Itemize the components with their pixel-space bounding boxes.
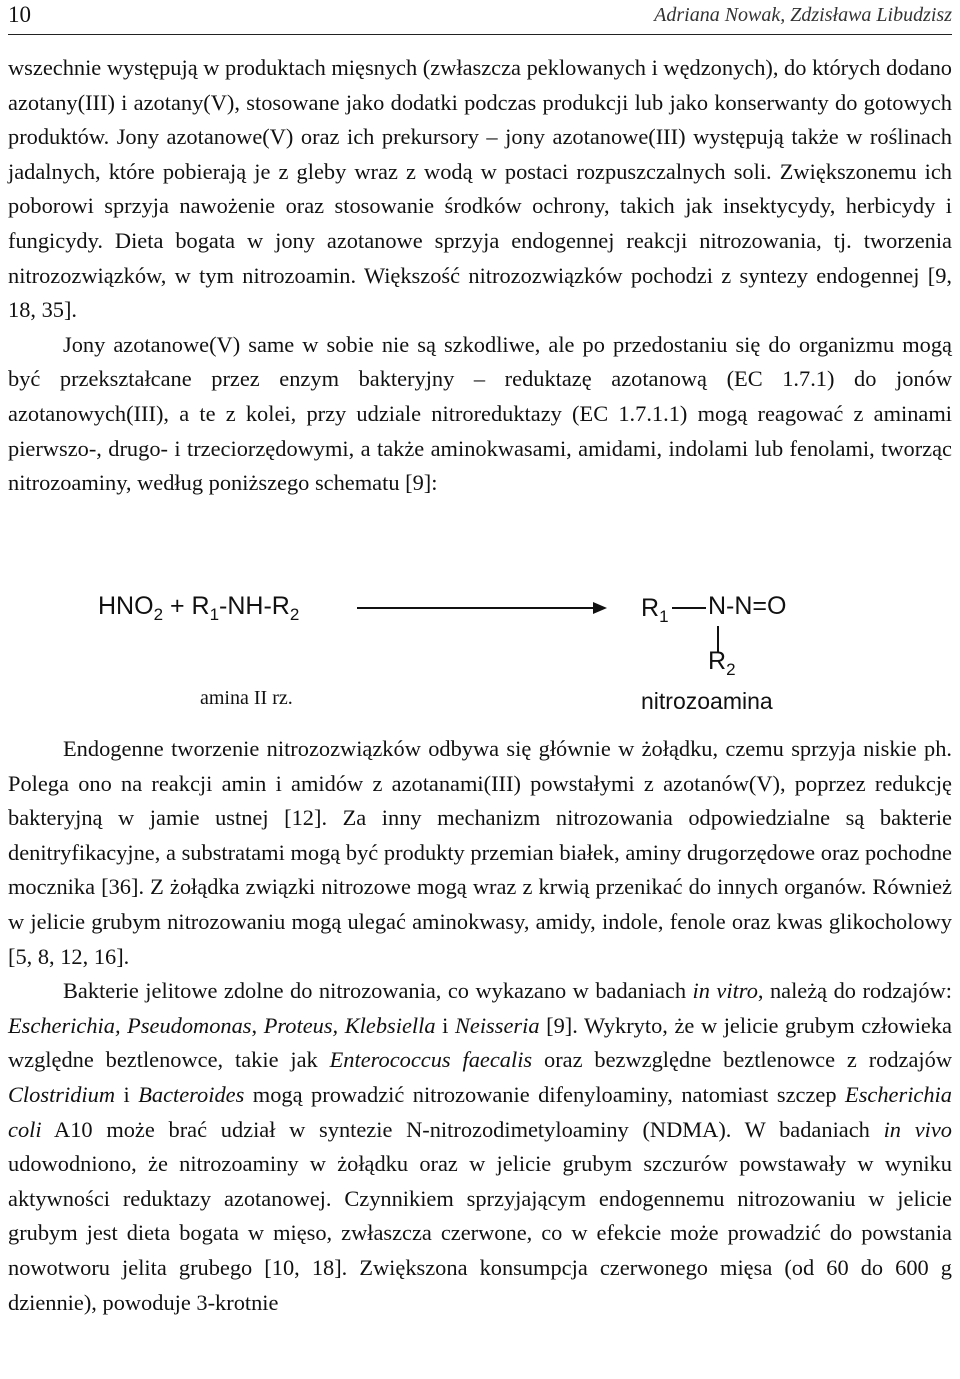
r2-subscript: 2 (289, 605, 300, 624)
product-r1 (641, 594, 669, 627)
page-header (8, 0, 952, 35)
paragraph-2: Jony azotanowe(V) same w sobie nie są szkodliwe, ale po przedostaniu się do organizmu mogą być przekształcane przez enzym bakteryjny – reduktazę azotanową (EC 1.7.1) do jonów azotanowych(III), a te z kolei, przy udziale nitroreduktazy (EC 1.7.1.1) mogą reagować z aminami pierwszo-, drugo- i trzeciorzędowymi, a także aminokwasami, amidami, indolami lub fenolami, tworząc nitrozoaminy, według poniższego schematu [9]: (8, 331, 952, 496)
product-r2-text: R (708, 647, 727, 675)
page-number: 10 (8, 2, 31, 27)
reaction-arrow-icon (355, 600, 610, 616)
text-run: A10 może brać udział w syntezie N-nitrozodimetyloaminy (NDMA). W badaniach (41, 1116, 884, 1142)
text-run: Bakterie jelitowe zdolne do nitrozowania, co wykazano w badaniach (63, 978, 693, 1004)
italic-term: Escherichia coli (8, 1081, 952, 1142)
italic-term: Escherichia, Pseudomonas (8, 1012, 252, 1038)
plus-r-text: + R (163, 592, 210, 620)
text-run: udowodniono, że nitrozoaminy w żołądku oraz w jelicie grubym szczurów powstawały w wyniku aktywności reduktazy azotanowej. Czynnikiem sprzyjającym endogennemu nitrozowaniu w jelicie grubym jest dieta bogata w mięso, zwłaszcza czerwone, co w efekcie może prowadzić do powstania nowotworu jelita grubego [10, 18]. Zwiększona konsumpcja czerwonego mięsa (od 60 do 600 g dziennie), powoduje 3-krotnie (8, 1151, 952, 1315)
product-r-subscript: 1 (659, 607, 669, 626)
italic-term: in vivo (883, 1116, 952, 1142)
running-head-authors: Adriana Nowak, Zdzisława Libudzisz (654, 4, 952, 26)
text-run: [9]. Wykryto, że w jelicie grubym człowieka względne beztlenowce, takie jak (8, 1012, 952, 1073)
text-run: i (115, 1081, 139, 1107)
paragraph-3: Endogenne tworzenie nitrozozwiązków odbywa się głównie w żołądku, czemu sprzyja niskie ph. Polega ono na reakcji amin i amidów z azotanami(III) powstałymi z azotanów(V), poprzez redukcję bakteryjną w jamie ustnej [12]. Za inny mechanizm nitrozowania odpowiedzialne są bakterie denitryfikacyjne, a substratami mogą być produkty przemian białek, aminy drugorzędowe oraz pochodne mocznika [36]. Z żołądka związki nitrozowe mogą wraz z krwią przenikać do innych organów. Również w jelicie grubym nitrozowaniu mogą ulegać aminokwasy, amidy, indole, fenole oraz kwas glikocholowy [5, 8, 12, 16]. (8, 736, 952, 969)
text-run: i (435, 1012, 455, 1038)
text-block-bottom (8, 732, 952, 1320)
italic-term: Bacteroides (138, 1081, 245, 1107)
paragraph-1: wszechnie występują w produktach mięsnych (zwłaszcza peklowanych i wędzonych), do których dodano azotany(III) i azotany(V), stosowane jako dodatki podczas produkcji lub jako konserwanty do gotowych produktów. Jony azotanowe(V) oraz ich prekursory – jony azotanowe(III) występują także w roślinach jadalnych, które pobierają je z gleby wraz z wodą w postaci rozpuszczalnych soli. Zwiększonemu ich poborowi sprzyja nawożenie oraz stosowanie środków ochrony, takich jak insektycydy, herbicydy i fungicydy. Dieta bogata w jony azotanowe sprzyja endogennej reakcji nitrozowania, tj. tworzenia nitrozozwiązków, w tym nitrozoamin. Większość nitrozozwiązków pochodzi z syntezy endogennej [9, 18, 35]. (8, 55, 952, 323)
paragraph-4 (8, 974, 952, 1320)
amine-label: amina II rz. (200, 687, 293, 709)
product-r2 (708, 647, 736, 680)
text-run: , (251, 1012, 264, 1038)
reaction-scheme (0, 580, 960, 714)
product-r-text: R (641, 594, 660, 622)
text-run: oraz bezwzględne beztlenowce z rodzajów (532, 1047, 952, 1073)
text-run: mogą prowadzić nitrozowanie difenyloaminy, natomiast szczep (244, 1081, 846, 1107)
text-run: , należą do rodzajów: (757, 978, 952, 1004)
italic-term: Clostridium (8, 1081, 116, 1107)
italic-term: Proteus, Klebsiella (263, 1012, 436, 1038)
r1-subscript: 1 (209, 605, 220, 624)
nh-r-text: -NH-R (219, 592, 290, 620)
hno-text: HNO (98, 592, 154, 620)
italic-term: Enterococcus faecalis (329, 1047, 533, 1073)
hno-subscript: 2 (153, 605, 164, 624)
text-block-top (8, 51, 952, 501)
italic-term: in vitro (692, 978, 758, 1004)
italic-term: Neisseria (454, 1012, 540, 1038)
product-nno: N-N=O (708, 592, 787, 620)
reactants-formula (98, 592, 299, 625)
product-r2-subscript: 2 (726, 660, 736, 679)
product-label: nitrozoamina (641, 688, 773, 714)
